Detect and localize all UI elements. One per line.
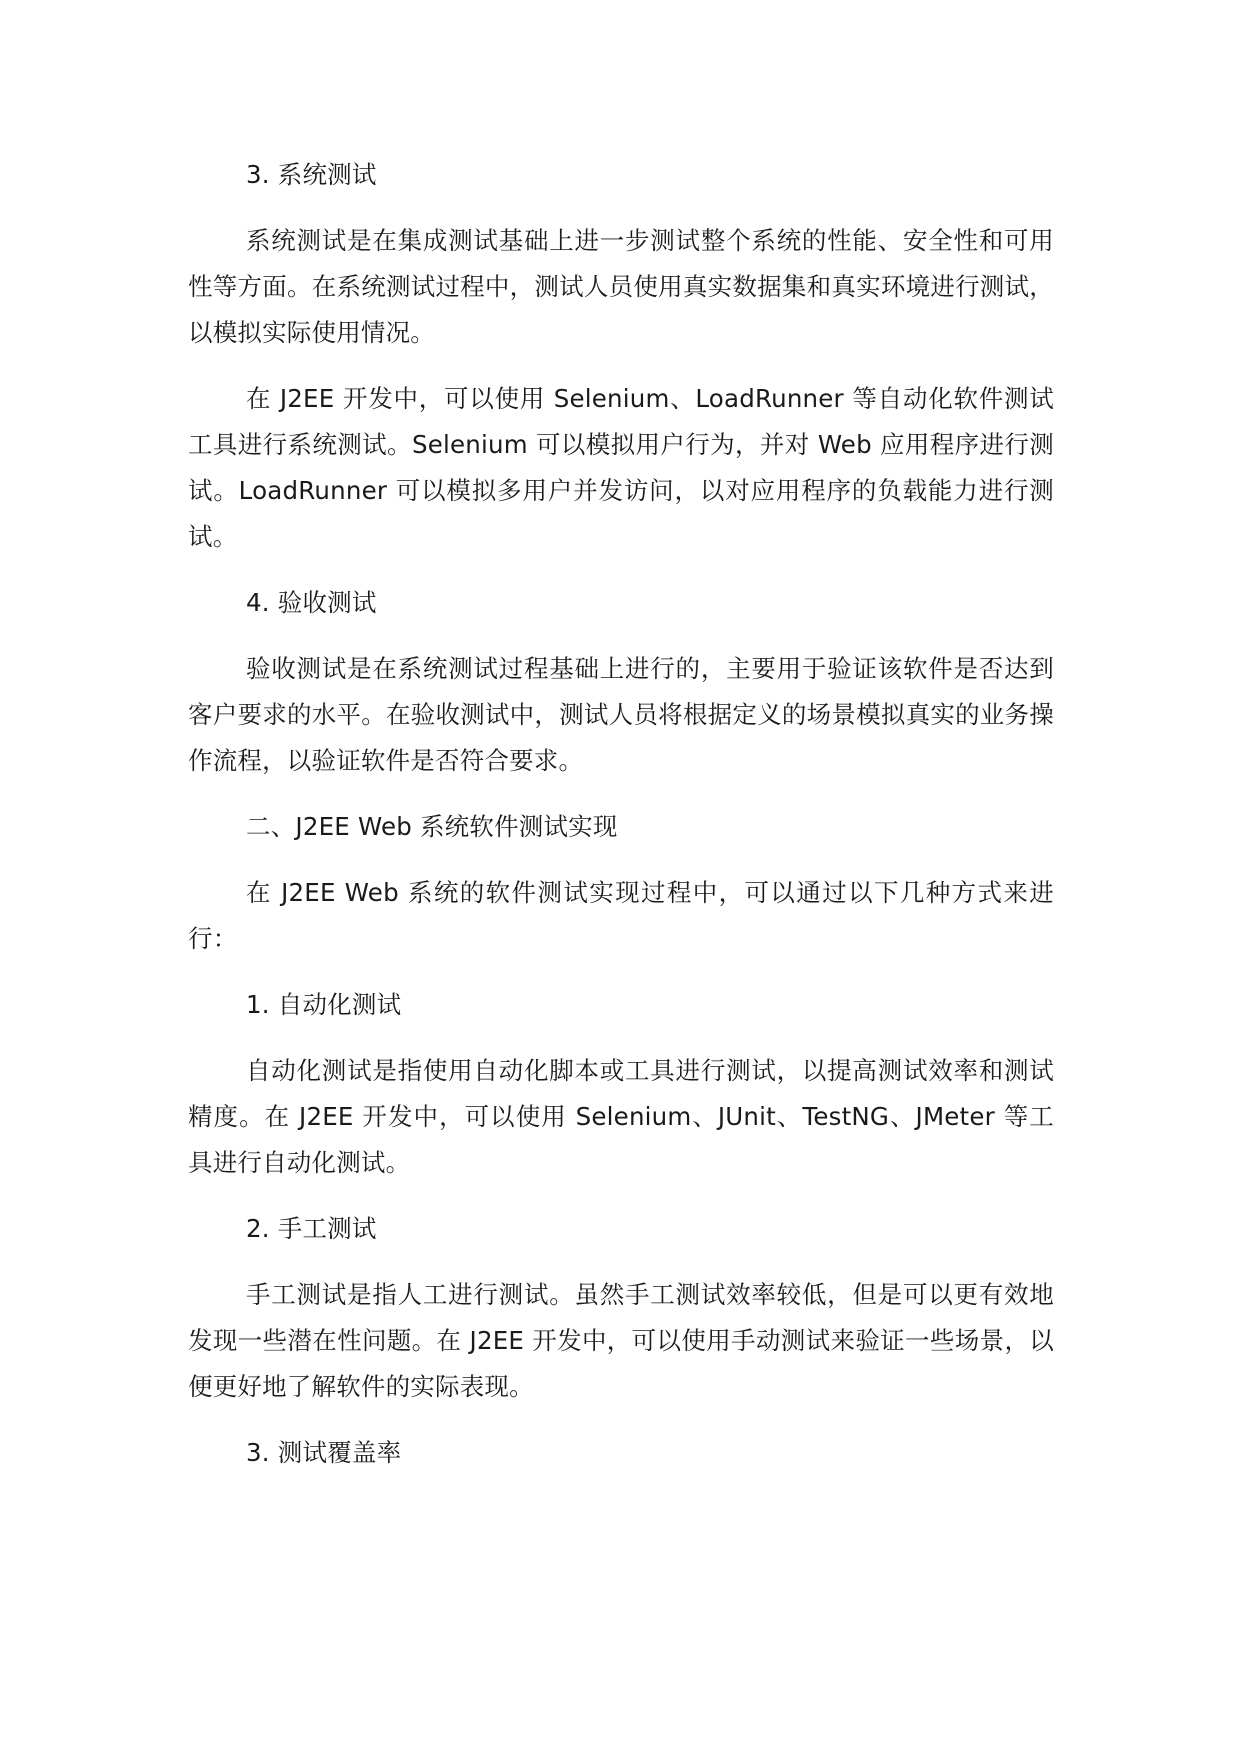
- section-heading-acceptance-test: 4. 验收测试: [246, 588, 377, 617]
- chapter-heading-implementation: 二、J2EE Web 系统软件测试实现: [246, 812, 618, 841]
- paragraph-implementation-intro: 在 J2EE Web 系统的软件测试实现过程中，可以通过以下几种方式来进行：: [188, 878, 1054, 953]
- section-heading-test-coverage: 3. 测试覆盖率: [246, 1438, 402, 1467]
- paragraph-system-test-intro: 系统测试是在集成测试基础上进一步测试整个系统的性能、安全性和可用性等方面。在系统测试过程中，测试人员使用真实数据集和真实环境进行测试，以模拟实际使用情况。: [188, 226, 1054, 347]
- paragraph-acceptance-test: 验收测试是在系统测试过程基础上进行的，主要用于验证该软件是否达到客户要求的水平。在验收测试中，测试人员将根据定义的场景模拟真实的业务操作流程，以验证软件是否符合要求。: [188, 654, 1054, 775]
- section-heading-system-test: 3. 系统测试: [246, 160, 377, 189]
- paragraph-system-test-tools: 在 J2EE 开发中，可以使用 Selenium、LoadRunner 等自动化软件测试工具进行系统测试。Selenium 可以模拟用户行为，并对 Web 应用程序进行测试。LoadRunner 可以模拟多用户并发访问，以对应用程序的负载能力进行测试。: [188, 384, 1054, 551]
- document-body: [188, 152, 1054, 1496]
- paragraph-manual-test: 手工测试是指人工进行测试。虽然手工测试效率较低，但是可以更有效地发现一些潜在性问题。在 J2EE 开发中，可以使用手动测试来验证一些场景，以便更好地了解软件的实际表现。: [188, 1280, 1054, 1401]
- section-heading-automated-test: 1. 自动化测试: [246, 990, 402, 1019]
- section-heading-manual-test: 2. 手工测试: [246, 1214, 377, 1243]
- paragraph-automated-test: 自动化测试是指使用自动化脚本或工具进行测试，以提高测试效率和测试精度。在 J2EE 开发中，可以使用 Selenium、JUnit、TestNG、JMeter 等工具进行自动化测试。: [188, 1056, 1054, 1177]
